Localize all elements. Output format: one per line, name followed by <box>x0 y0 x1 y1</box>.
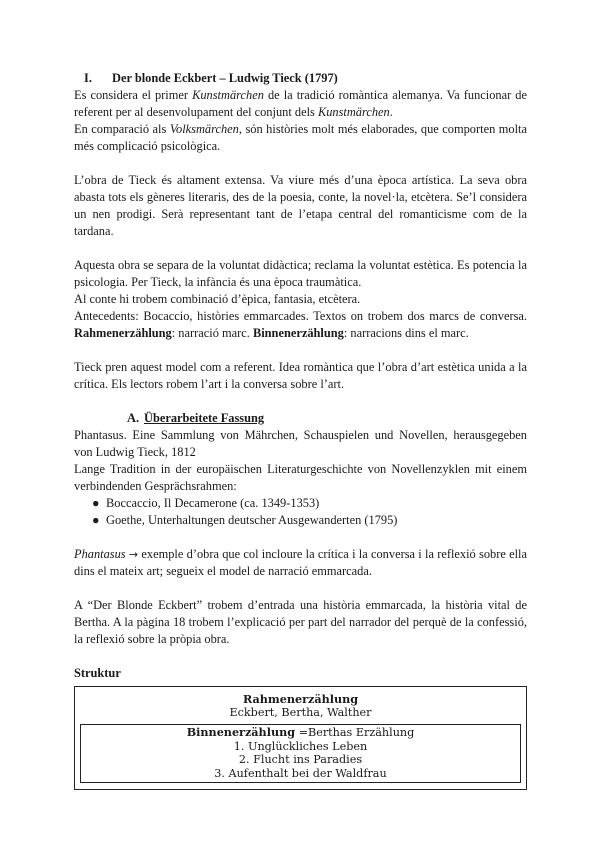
list-item <box>92 512 527 529</box>
bold-term: Binnenerzählung <box>186 725 296 739</box>
struktur-inner-box <box>80 724 521 783</box>
text-run: , són històries molt més elaborades, que comporten molta més complicació psicològica. <box>74 122 527 153</box>
paragraph-phantasus: Phantasus. Eine Sammlung von Mährchen, Schauspielen und Novellen, herausgegeben von Ludwig Tieck, 1812 <box>74 428 527 459</box>
bold-term: Binnenerzählung <box>252 326 344 340</box>
bold-term: Rahmenerzählung <box>74 326 172 340</box>
section-title: Der blonde Eckbert – Ludwig Tieck (1797) <box>112 71 338 85</box>
paragraph-aesthetic: Aquesta obra se separa de la voluntat didàctica; reclama la voluntat estètica. Es potencia la psicologia. Per Tieck, la infància és una època traumàtica. <box>74 258 527 289</box>
paragraph-model: Tieck pren aquest model com a referent. Idea romàntica que l’obra d’art estètica unida a la crítica. Els lectors robem l’art i la conversa sobre l’art. <box>74 360 527 391</box>
text-run: exemple d’obra que col incloure la crítica i la conversa i la reflexió sobre ella dins el mateix art; segueix el model de narració emmarcada. <box>74 547 527 578</box>
paragraph-antecedents <box>74 308 527 342</box>
section-heading-1 <box>74 70 527 87</box>
text-run: : narracions dins el marc. <box>343 326 469 340</box>
list-item-text: Boccaccio, Il Decamerone (ca. 1349-1353) <box>106 496 320 510</box>
italic-term: Phantasus <box>74 547 126 561</box>
text-run: de la tradició romàntica alemanya. Va funcionar de referent per al desenvolupament del conjunt dels <box>74 88 527 119</box>
paragraph-combination: Al conte hi trobem combinació d’èpica, fantasia, etcètera. <box>74 292 361 306</box>
bullet-icon: ● <box>92 513 100 527</box>
section-heading-a <box>74 410 527 427</box>
outer-box-subtitle: Eckbert, Bertha, Walther <box>229 706 372 719</box>
struktur-heading: Struktur <box>74 666 121 680</box>
paragraph-kunstmarchen <box>74 87 527 121</box>
list-item-text: Goethe, Unterhaltungen deutscher Ausgewanderten (1795) <box>106 513 398 527</box>
paragraph-volksmarchen <box>74 121 527 155</box>
list-item <box>92 495 527 512</box>
paragraph-phantasus-critique <box>74 546 527 580</box>
struktur-outer-box <box>74 686 527 790</box>
text-run: Antecedents: Bocaccio, històries emmarcades. Textos on trobem dos marcs de conversa. <box>74 309 527 323</box>
bullet-list <box>74 495 527 529</box>
inner-box-item: 3. Aufenthalt bei der Waldfrau <box>214 766 387 780</box>
paragraph-tieck-work: L’obra de Tieck és altament extensa. Va viure més d’una època artística. La seva obra abasta tots els gèneres literaris, des de la poesia, conte, la novel·la, etcètera. Se’l considera un nen prodigi. Serà representant tant de l’etapa central del romanticisme com de la tardana. <box>74 173 527 238</box>
text-run: En comparació als <box>74 122 170 136</box>
inner-box-title <box>81 726 520 740</box>
text-run: Es considera el primer <box>74 88 193 102</box>
inner-box-item: 1. Unglückliches Leben <box>233 739 368 753</box>
bullet-icon: ● <box>92 496 100 510</box>
text-run: =Berthas Erzählung <box>295 726 415 739</box>
italic-term: Volksmärchen <box>169 122 239 136</box>
paragraph-bertha: A “Der Blonde Eckbert” trobem d’entrada una història emmarcada, la història vital de Bertha. A la pàgina 18 trobem l’explicació per part del narrador del perquè de la confessió, la reflexió sobre la pròpia obra. <box>74 598 527 646</box>
document-page <box>74 70 527 790</box>
outer-box-title: Rahmenerzählung <box>242 692 359 706</box>
text-run: . <box>389 105 393 119</box>
paragraph-tradition: Lange Tradition in der europäischen Literaturgeschichte von Novellenzyklen mit einem verbindenden Gesprächsrahmen: <box>74 462 527 493</box>
section-number: I. <box>84 71 92 85</box>
right-arrow-icon: → <box>128 548 139 561</box>
italic-term: Kunstmärchen <box>192 88 264 102</box>
section-number: A. <box>127 411 140 425</box>
text-run: : narració marc. <box>171 326 253 340</box>
italic-term: Kunstmärchen <box>317 105 390 119</box>
inner-box-item: 2. Flucht ins Paradies <box>238 753 363 767</box>
section-title: Überarbeitete Fassung <box>144 411 265 425</box>
